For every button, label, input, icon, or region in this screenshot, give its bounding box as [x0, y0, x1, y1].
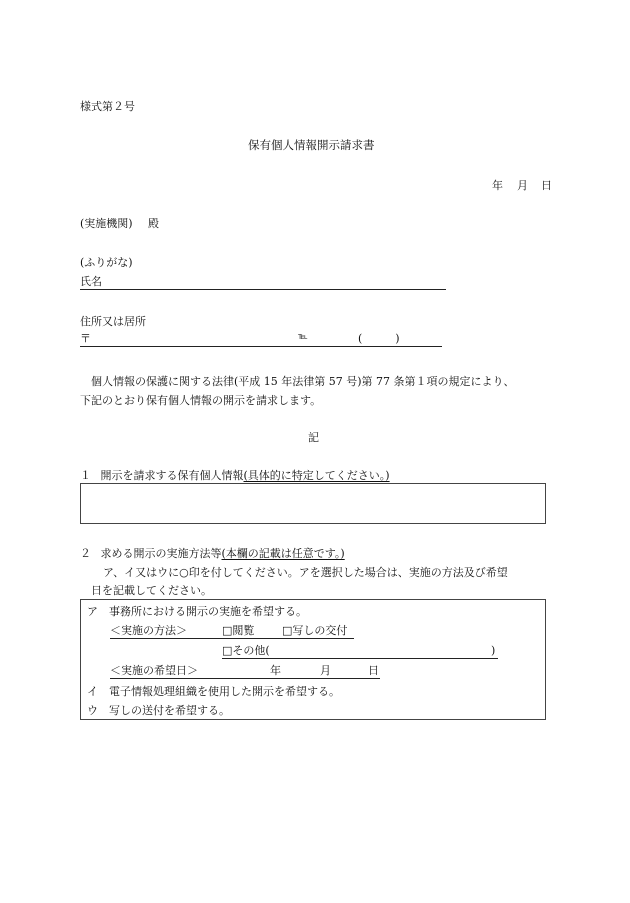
option-a-text: 事務所における開示の実施を希望する。	[109, 605, 307, 618]
desired-date-label: ＜実施の希望日＞	[110, 664, 198, 677]
desired-date-day[interactable]: 日	[368, 664, 379, 677]
name-field[interactable]	[80, 289, 446, 290]
section2-instruction-1: ア、イ又はウに○印を付してください。アを選択した場合は、実施の方法及び希望	[103, 566, 508, 579]
furigana-label: (ふりがな)	[80, 256, 133, 269]
option-b-letter[interactable]: イ	[87, 685, 98, 698]
section2-heading	[80, 548, 345, 559]
method-other-field[interactable]	[222, 658, 498, 659]
section1-label: 開示を請求する保有個人情報	[100, 469, 244, 482]
section2-instruction-2: 日を記載してください。	[91, 584, 212, 597]
intro-line-1: 個人情報の保護に関する法律(平成 15 年法律第 57 号)第 77 条第１項の規定により、	[91, 375, 515, 388]
method-copy-checkbox[interactable]: □写しの交付	[282, 624, 348, 637]
address-field[interactable]	[80, 346, 442, 347]
section1-note: (具体的に特定してください。)	[243, 469, 390, 482]
tel-label: ℡	[298, 332, 308, 342]
section1-number: １	[80, 469, 91, 482]
date-day[interactable]: 日	[541, 179, 552, 192]
option-c-text: 写しの送付を希望する。	[109, 704, 230, 717]
recipient-agency: (実施機関)	[80, 217, 133, 230]
section1-input-box[interactable]	[80, 483, 546, 524]
recipient-honorific: 殿	[148, 217, 159, 230]
section1-heading	[80, 470, 390, 481]
method-other-close: )	[491, 644, 496, 657]
method-label: ＜実施の方法＞	[110, 624, 187, 637]
name-label: 氏名	[80, 275, 102, 288]
desired-date-month[interactable]: 月	[320, 664, 331, 677]
date-year[interactable]: 年	[492, 179, 503, 192]
form-number: 様式第２号	[80, 100, 135, 113]
postal-mark: 〒	[80, 332, 91, 345]
tel-area-code[interactable]: ( )	[358, 332, 400, 345]
option-b-text: 電子情報処理組織を使用した開示を希望する。	[109, 685, 340, 698]
date-month[interactable]: 月	[517, 179, 528, 192]
method-other-checkbox[interactable]: □その他(	[222, 644, 270, 657]
desired-date-year[interactable]: 年	[270, 664, 281, 677]
option-a-letter[interactable]: ア	[87, 605, 98, 618]
method-view-checkbox[interactable]: □閲覧	[222, 624, 255, 637]
method-line-1	[110, 638, 354, 639]
intro-line-2: 下記のとおり保有個人情報の開示を請求します。	[80, 394, 322, 407]
note-heading: 記	[308, 431, 319, 444]
section2-note: (本欄の記載は任意です。)	[221, 547, 345, 560]
page-title: 保有個人情報開示請求書	[248, 138, 375, 152]
desired-date-line	[110, 678, 380, 679]
section2-number: ２	[80, 547, 91, 560]
option-c-letter[interactable]: ウ	[87, 704, 98, 717]
address-label: 住所又は居所	[80, 315, 146, 328]
section2-label: 求める開示の実施方法等	[100, 547, 222, 560]
